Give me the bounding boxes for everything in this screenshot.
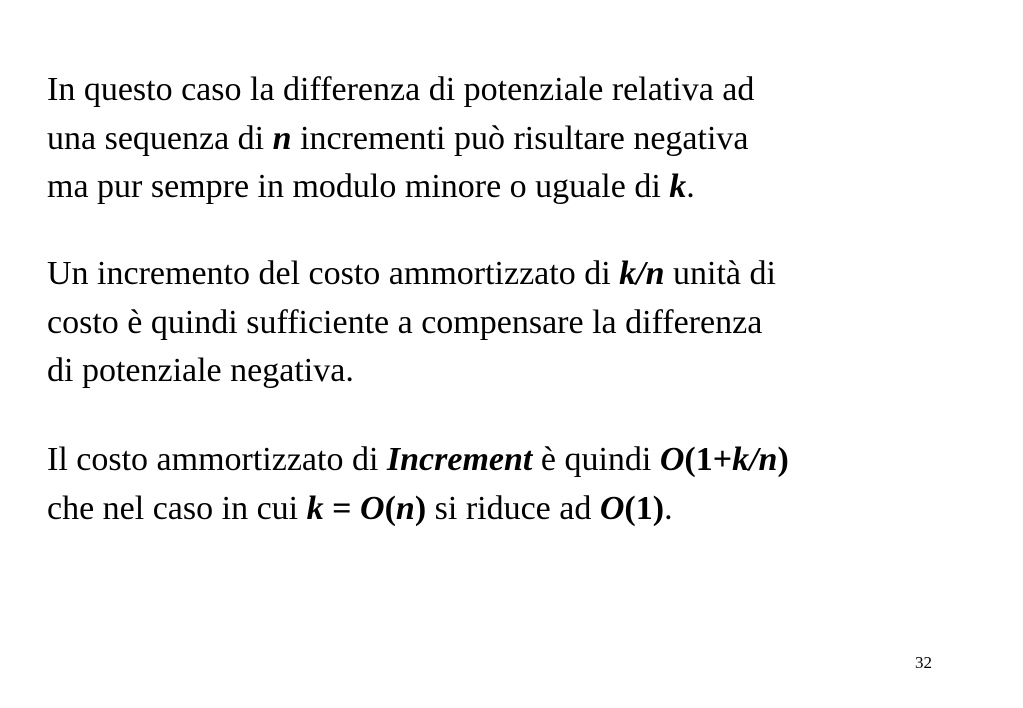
big-o-symbol: O xyxy=(599,489,625,527)
math-variable-k: k xyxy=(306,489,324,527)
math-paren: ) xyxy=(414,489,427,527)
math-paren: ) xyxy=(777,441,789,478)
text-segment: che nel caso in cui xyxy=(47,489,307,527)
text-line xyxy=(47,347,987,396)
text-line xyxy=(47,485,987,534)
text-line xyxy=(47,66,987,115)
math-expression-k-over-n: k/n xyxy=(619,255,665,292)
text-line xyxy=(47,436,987,485)
text-segment: Il costo ammortizzato di xyxy=(47,441,387,478)
text-line xyxy=(47,250,987,299)
text-segment: una sequenza di xyxy=(47,119,273,157)
text-segment: Un incremento del costo ammortizzato di xyxy=(47,255,620,292)
math-paren: ( xyxy=(624,489,636,527)
math-variable-k: k xyxy=(669,168,687,205)
procedure-name-increment: Increment xyxy=(386,441,533,478)
text-segment: di potenziale negativa. xyxy=(47,352,354,389)
text-segment: . xyxy=(686,168,695,205)
text-line xyxy=(47,163,987,212)
math-paren: ( xyxy=(384,489,396,527)
math-expression-k-over-n: k/n xyxy=(732,441,778,478)
text-segment: ma pur sempre in modulo minore o uguale di xyxy=(47,168,670,205)
big-o-symbol: O xyxy=(360,489,385,527)
math-paren: ( xyxy=(684,441,696,478)
paragraph-potential-difference xyxy=(47,66,987,212)
math-constant: 1+ xyxy=(695,441,733,478)
text-segment: si riduce ad xyxy=(426,489,600,527)
text-line xyxy=(47,299,987,348)
text-segment: è quindi xyxy=(532,441,660,478)
paragraph-increment-cost xyxy=(47,436,987,533)
text-segment: incrementi può risultare negativa xyxy=(291,119,749,157)
big-o-symbol: O xyxy=(659,441,685,478)
text-segment: unità di xyxy=(664,255,776,292)
page-number: 32 xyxy=(915,653,932,672)
paragraph-amortized-increment xyxy=(47,250,987,396)
math-variable-n: n xyxy=(395,489,415,527)
math-variable-n: n xyxy=(272,119,292,157)
text-segment: costo è quindi sufficiente a compensare la differenza xyxy=(47,303,763,341)
math-constant: 1 xyxy=(635,489,653,527)
text-segment: In questo caso la differenza di potenziale relativa ad xyxy=(47,71,755,108)
math-paren: ) xyxy=(652,489,665,527)
math-equals: = xyxy=(323,489,360,527)
text-line xyxy=(47,115,987,164)
text-segment: . xyxy=(664,489,673,527)
